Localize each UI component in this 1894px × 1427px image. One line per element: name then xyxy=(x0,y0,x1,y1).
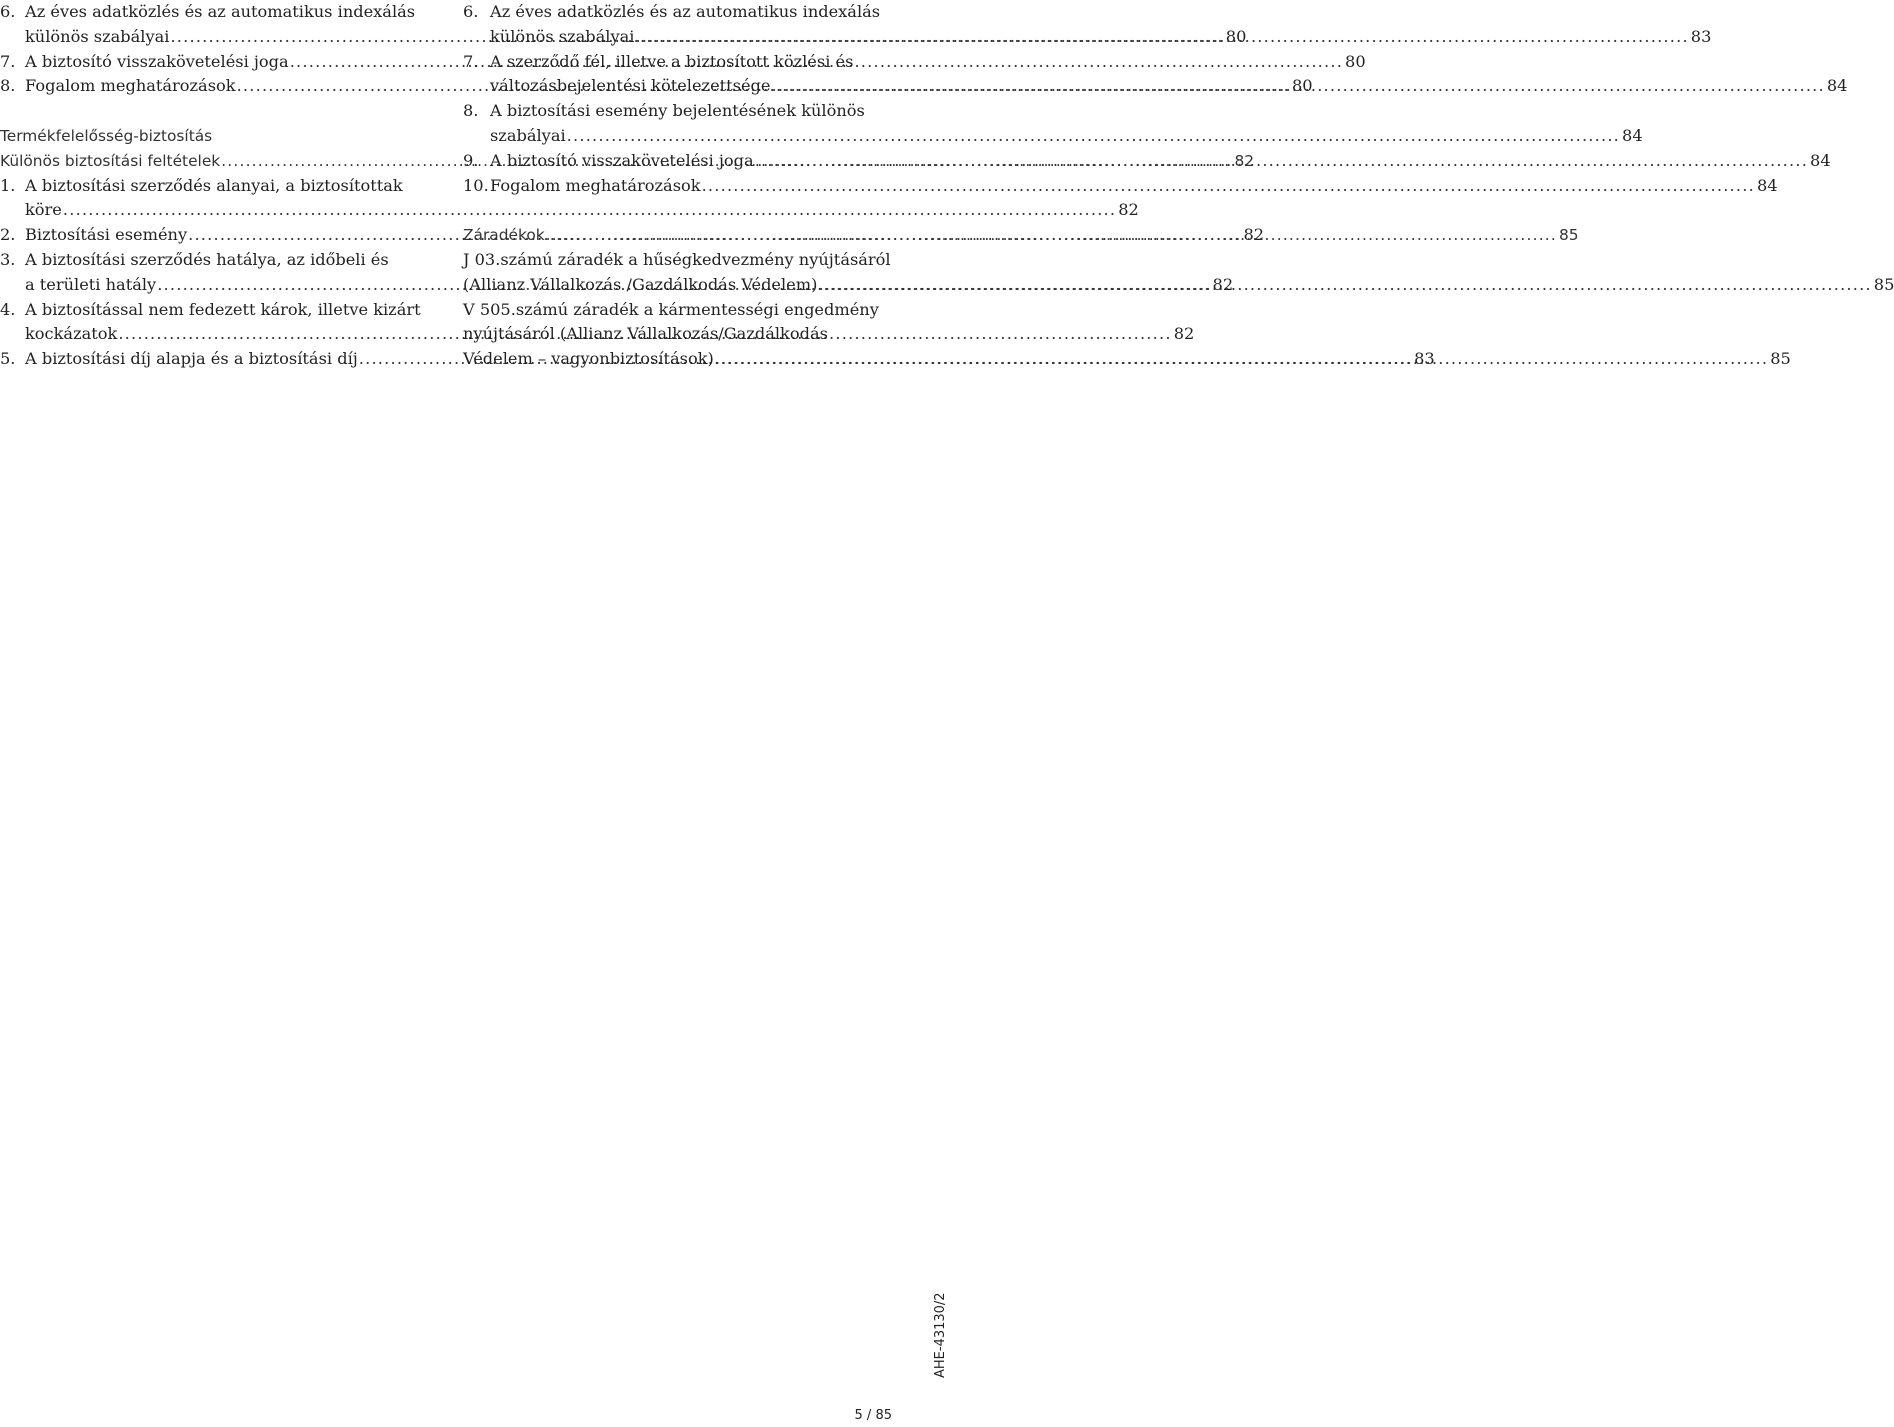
toc-entry-title: Az éves adatközlés és az automatikus indexálás xyxy=(490,2,881,21)
toc-entry-number: 2. xyxy=(0,225,16,245)
leader-dots xyxy=(567,124,1620,149)
toc-entry[interactable] xyxy=(463,174,1778,199)
clause-entry[interactable] xyxy=(463,298,885,323)
toc-page-number: 80 xyxy=(1291,76,1313,96)
toc-entry-number: 6. xyxy=(463,2,479,21)
toc-entry-number: 7. xyxy=(463,51,479,71)
toc-entry-title: különös szabályai xyxy=(490,26,635,46)
toc-section-title[interactable] xyxy=(0,124,420,149)
toc-page-number: 84 xyxy=(1622,125,1643,145)
toc-entry[interactable] xyxy=(0,0,420,25)
toc-entry-title: változásbejelentési kötelezettsége xyxy=(490,76,771,96)
toc-entry-title: különös szabályai xyxy=(25,26,170,46)
toc-entry-title: A biztosító visszakövetelési joga xyxy=(25,51,289,71)
toc-entry-title: A szerződő fél, illetve a biztosított közlési és xyxy=(490,51,854,71)
toc-entry-title: A biztosítási esemény bejelentésének különös xyxy=(490,101,865,121)
toc-entry-number: 8. xyxy=(0,76,16,96)
leader-dots xyxy=(702,174,1755,199)
section-spacer xyxy=(463,198,885,223)
section-title-text: Termékfelelősség-biztosítás xyxy=(0,126,213,145)
toc-entry-number: 9. xyxy=(463,150,479,170)
clause-entry-title: Védelem – vagyonbiztosítások) xyxy=(463,349,714,369)
toc-entry[interactable] xyxy=(463,0,885,25)
toc-entry-title: A biztosító visszakövetelési joga xyxy=(490,150,754,170)
toc-page-number: 82 xyxy=(1173,324,1195,344)
toc-entry[interactable] xyxy=(0,248,420,273)
clauses-title-text: Záradékok xyxy=(463,226,545,245)
clause-entry-title: V 505.számú záradék a kármentességi engedmény xyxy=(463,299,879,319)
toc-entry-continuation[interactable] xyxy=(0,25,1247,50)
clause-entry-title: (Allianz Vállalkozás /Gazdálkodás Védelem) xyxy=(463,274,818,294)
toc-page-number: 80 xyxy=(1345,51,1366,71)
leader-dots xyxy=(772,74,1825,99)
toc-page-number: 85 xyxy=(1873,274,1894,294)
leader-dots xyxy=(818,273,1871,298)
toc-page-number: 84 xyxy=(1826,76,1848,96)
toc-page-number: 83 xyxy=(1414,349,1435,369)
toc-page-number: 83 xyxy=(1690,26,1712,46)
toc-entry-title: kockázatok xyxy=(25,324,118,344)
toc-entry-number: 5. xyxy=(0,349,16,369)
toc-page-number: 84 xyxy=(1810,150,1831,170)
section-spacer xyxy=(0,99,420,124)
toc-entry-continuation[interactable] xyxy=(463,124,1643,149)
leader-dots xyxy=(546,223,1557,248)
toc-page-number: 84 xyxy=(1756,175,1778,195)
toc-entry-title: A biztosítási szerződés alanyai, a biztosítottak xyxy=(25,175,403,195)
toc-entry-title: szabályai xyxy=(490,125,566,145)
toc-entry-number: 8. xyxy=(463,101,479,121)
toc-page-number: 82 xyxy=(1243,225,1265,245)
page-number: 5 / 85 xyxy=(854,1408,892,1423)
section-subtitle-text: Különös biztosítási feltételek xyxy=(0,151,221,170)
toc-entry-number: 10. xyxy=(463,175,489,195)
toc-entry-title: A biztosítási szerződés hatálya, az időbeli és xyxy=(25,249,389,269)
toc-page-number: 82 xyxy=(1118,200,1139,220)
clause-entry-title: nyújtásáról (Allianz Vállalkozás/Gazdálkodás xyxy=(463,324,828,344)
clause-entry[interactable] xyxy=(463,248,891,273)
clause-entry-continuation[interactable] xyxy=(463,322,885,347)
toc-page-number: 82 xyxy=(1212,274,1234,294)
leader-dots xyxy=(715,347,1768,372)
document-code: AHE-43130/2 xyxy=(933,1292,948,1378)
toc-entry-title: A biztosítással nem fedezett károk, illetve kizárt xyxy=(25,299,421,319)
toc-entry-number: 1. xyxy=(0,175,16,195)
toc-entry-title: A biztosítási díj alapja és a biztosítási díj xyxy=(25,349,358,369)
toc-page-number: 82 xyxy=(1234,151,1255,170)
toc-entry-number: 7. xyxy=(0,51,16,71)
toc-entry-title: Az éves adatközlés és az automatikus indexálás xyxy=(25,2,416,21)
toc-page-number: 85 xyxy=(1558,226,1579,245)
toc-entry-title: Fogalom meghatározások xyxy=(25,76,236,96)
toc-entry[interactable] xyxy=(463,99,885,124)
toc-entry[interactable] xyxy=(0,298,420,323)
toc-entry[interactable] xyxy=(463,50,885,75)
toc-entry-title: köre xyxy=(25,200,62,220)
toc-entry-number: 4. xyxy=(0,299,16,319)
leader-dots xyxy=(755,149,1808,174)
toc-entry-continuation[interactable] xyxy=(0,198,1139,223)
toc-entry-title: Biztosítási esemény xyxy=(25,225,188,245)
toc-page-number: 85 xyxy=(1770,349,1791,369)
toc-entry-title: Fogalom meghatározások xyxy=(490,175,701,195)
leader-dots xyxy=(635,25,1688,50)
toc-entry-number: 6. xyxy=(0,2,16,21)
toc-entry-title: a területi hatály xyxy=(25,274,157,294)
toc-entry-number: 3. xyxy=(0,249,16,269)
toc-entry[interactable] xyxy=(0,174,420,199)
toc-page-number: 80 xyxy=(1225,26,1247,46)
clause-entry-title: J 03.számú záradék a hűségkedvezmény nyújtásáról xyxy=(463,249,891,269)
